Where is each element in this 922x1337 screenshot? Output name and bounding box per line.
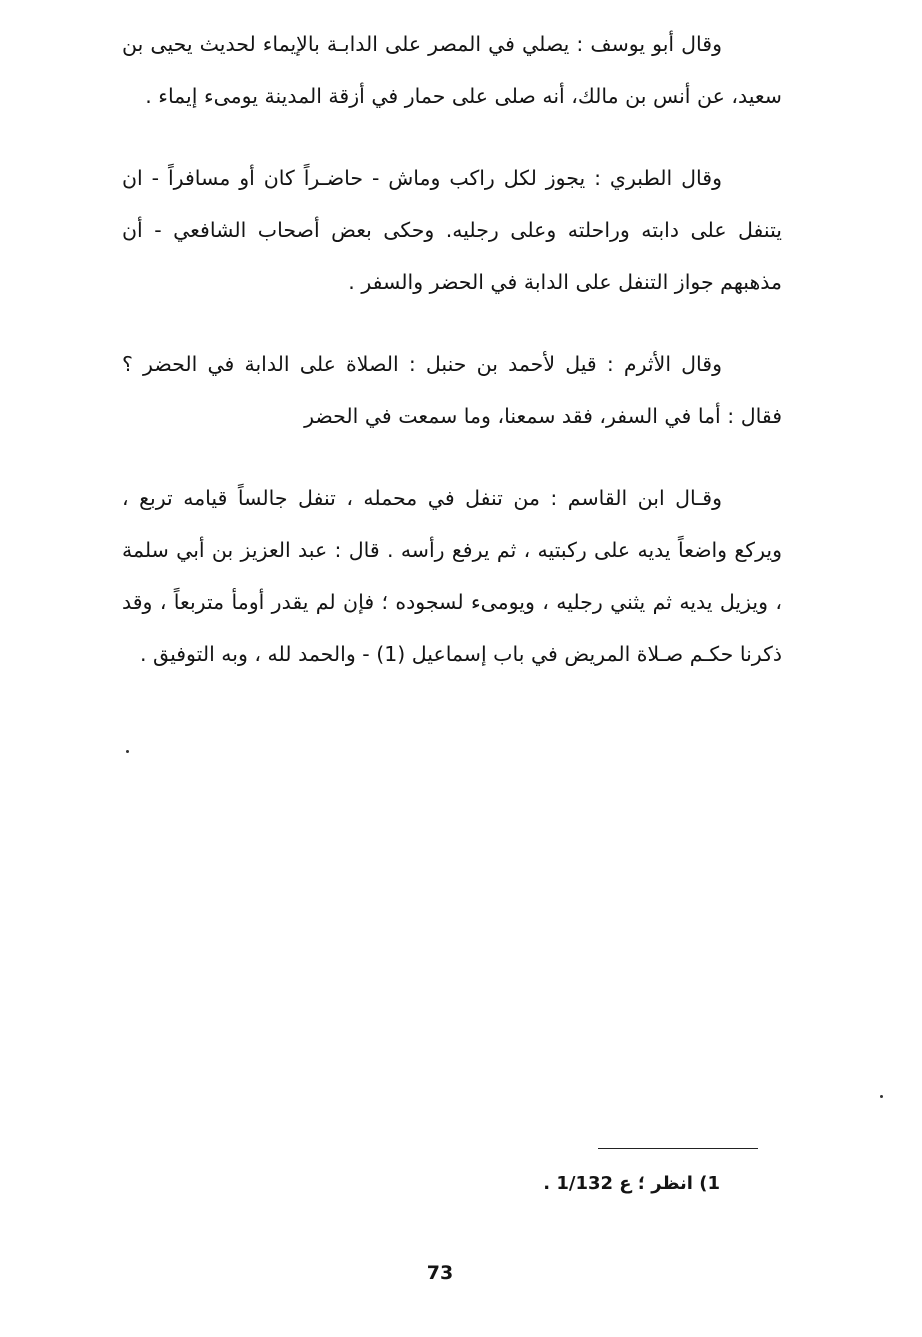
- footnote: 1) انظر ؛ ع 1/132 .: [543, 1173, 720, 1194]
- paragraph-ibn-al-qasim: وقـال ابن القاسم : من تنفل في محمله ، تنفل جالساً قيامه تربع ، ويركع واضعاً يديه على ركبتيه ، ثم يرفع رأسه . قال : عبد العزيز بن أبي سلمة ، ويزيل يديه ثم يثني رجليه ، ويومىء لسجوده ؛ فإن لم يقدر أومأ متربعاً ، وقد ذكرنا حكـم صـلاة المريض في باب إسماعيل (1) - والحمد لله ، وبه التوفيق .: [122, 486, 782, 666]
- paragraph-abu-yusuf: وقال أبو يوسف : يصلي في المصر على الدابـة بالإيماء لحديث يحيى بن سعيد، عن أنس بن مالك، أنه صلى على حمار في أزقة المدينة يومىء إيماء .: [122, 32, 782, 108]
- paragraph-al-tabari: وقال الطبري : يجوز لكل راكب وماش - حاضـراً كان أو مسافراً - ان يتنفل على دابته وراحلته وعلى رجليه. وحكى بعض أصحاب الشافعي - أن مذهبهم جواز التنفل على الدابة في الحضر والسفر .: [122, 166, 782, 294]
- paragraph-al-athram: وقال الأثرم : قيل لأحمد بن حنبل : الصلاة على الدابة في الحضر ؟ فقال : أما في السفر، فقد سمعنا، وما سمعت في الحضر: [122, 352, 782, 428]
- scan-speck: [126, 750, 129, 753]
- footnote-separator: [598, 1148, 758, 1149]
- body-text: [122, 18, 782, 710]
- scan-speck: [880, 1095, 883, 1098]
- page-number: 73: [426, 1262, 454, 1284]
